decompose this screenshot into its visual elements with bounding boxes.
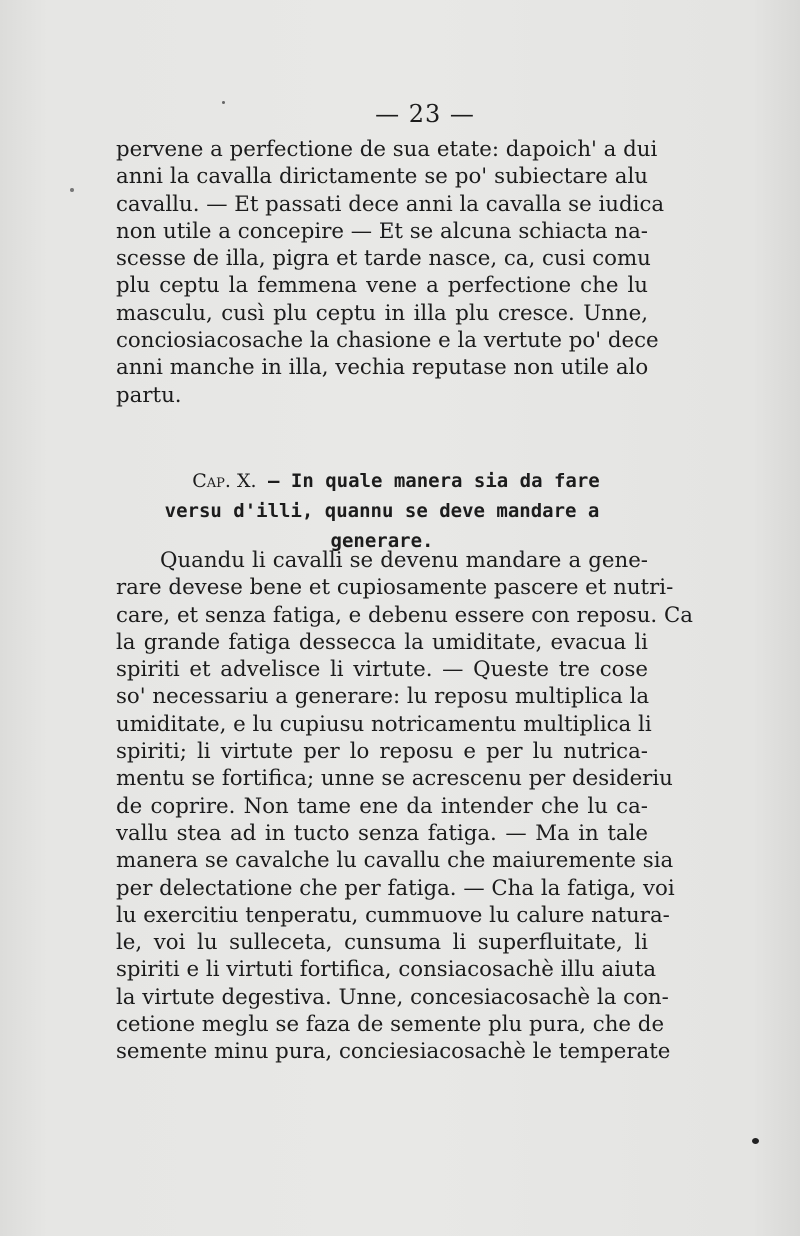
chapter-title-part-1: — In quale manera sia da fare	[268, 470, 600, 492]
text-line: per delectatione che per fatiga. — Cha la fatiga, voi	[116, 875, 675, 901]
text-line: umiditate, e lu cupiusu notricamentu multiplica li	[116, 711, 652, 737]
text-line: rare devese bene et cupiosamente pascere et nutri-	[116, 575, 674, 601]
text-line: so' necessariu a generare: lu reposu multiplica la	[116, 684, 650, 710]
text-line: scesse de illa, pigra et tarde nasce, ca, cusi comu	[116, 246, 651, 272]
text-line: lu exercitiu tenperatu, cummuove lu calure natura-	[116, 902, 670, 928]
text-line: partu.	[116, 382, 182, 408]
text-line: la virtute degestiva. Unne, concesiacosachè la con-	[116, 984, 669, 1010]
text-line: anni la cavalla dirictamente se po' subiectare alu	[116, 164, 648, 190]
text-line: anni manche in illa, vechia reputase non utile alo	[116, 355, 649, 381]
text-line: la grande fatiga dessecca la umiditate, evacua li	[116, 629, 648, 655]
text-line: conciosiacosache la chasione e la vertute po' dece	[116, 328, 659, 354]
text-line: non utile a concepire — Et se alcuna schiacta na-	[116, 218, 648, 244]
text-line: mentu se fortifica; unne se acrescenu per desideriu	[116, 766, 673, 792]
text-line: de coprire. Non tame ene da intender che lu ca-	[116, 793, 648, 819]
text-line: vallu stea ad in tucto senza fatiga. — Ma in tale	[116, 820, 648, 846]
text-line: semente minu pura, conciesiacosachè le temperate	[116, 1039, 671, 1065]
text-line: plu ceptu la femmena vene a perfectione che lu	[116, 273, 648, 299]
text-line: spiriti; li virtute per lo reposu e per lu nutrica-	[116, 739, 648, 765]
text-line: cavallu. — Et passati dece anni la cavalla se iudica	[116, 191, 665, 217]
chapter-title-part-2: versu d'illi, quannu se deve mandare a generare.	[164, 500, 600, 552]
chapter-label: Cap. X.	[192, 470, 257, 492]
ink-speck	[752, 1138, 759, 1144]
text-line: Quandu li cavalli se devenu mandare a gene-	[160, 548, 648, 573]
chapter-heading	[116, 466, 648, 556]
paragraph-1	[116, 136, 665, 409]
chapter-heading-line-1	[116, 466, 648, 496]
text-line: spiriti e li virtuti fortifica, consiacosachè illu aiuta	[116, 957, 657, 983]
text-line: pervene a perfectione de sua etate: dapoich' a dui	[116, 137, 658, 162]
text-line: manera se cavalche lu cavallu che maiuremente sia	[116, 848, 674, 874]
paragraph-2	[116, 547, 693, 1066]
ink-speck	[70, 188, 74, 192]
text-line: cetione meglu se faza de semente plu pura, che de	[116, 1012, 665, 1038]
text-line: care, et senza fatiga, e debenu essere con reposu. Ca	[116, 602, 693, 628]
text-line: spiriti et advelisce li virtute. — Queste tre cose	[116, 657, 648, 683]
page-number: — 23 —	[375, 100, 475, 128]
text-line: le, voi lu sulleceta, cunsuma li superfluitate, li	[116, 930, 648, 956]
text-line: masculu, cusì plu ceptu in illa plu cresce. Unne,	[116, 300, 648, 326]
ink-speck	[222, 101, 225, 104]
